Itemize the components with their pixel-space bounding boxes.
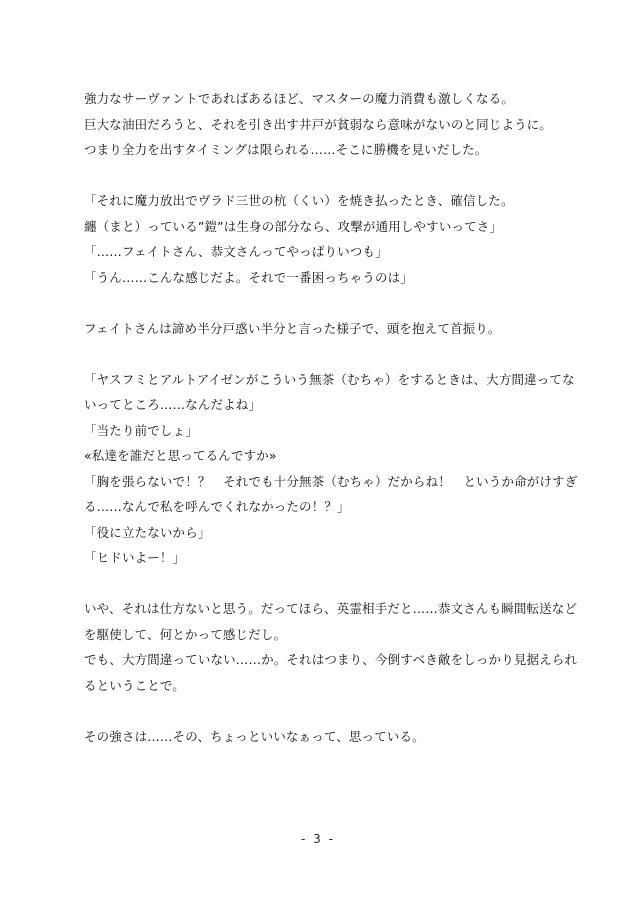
- dialogue-line: いってところ……なんだよね」: [84, 397, 262, 412]
- dialogue-line: 纏（まと）っている”鎧”は生身の部分なら、攻撃が通用しやすいってさ」: [84, 218, 503, 234]
- paragraph-gap: [84, 341, 554, 367]
- dialogue-line: 「うん……こんな感じだよ。それで一番困っちゃうのは」: [84, 269, 413, 285]
- text-line: つまり全力を出すタイミングは限られる……そこに勝機を見いだした。: [84, 142, 488, 157]
- text-line: るということで。: [84, 677, 185, 693]
- dialogue-line: 「胸を張らないで！？ それでも十分無茶（むちゃ）だからね！ というか命がけすぎ: [84, 473, 578, 489]
- dialogue-line: 「それに魔力放出でヴラド三世の杭（くい）を焼き払ったとき、確信した。: [84, 193, 514, 208]
- page-number: - 3 -: [301, 832, 335, 846]
- dialogue-line: 「ヒドいよー！」: [84, 550, 186, 565]
- paragraph-gap: [84, 698, 554, 724]
- paragraph-gap: [84, 571, 554, 597]
- dialogue-line: 「……フェイトさん、恭文さんってやっぱりいつも」: [84, 244, 388, 259]
- dialogue-line: 「当たり前でしょ」: [84, 422, 198, 438]
- paragraph-gap: [84, 163, 554, 189]
- dialogue-line: «私達を誰だと思ってるんですか»: [84, 448, 277, 463]
- dialogue-line: 「役に立たないから」: [84, 524, 211, 540]
- text-line: その強さは……その、ちょっといいなぁって、思っている。: [84, 728, 425, 744]
- dialogue-line: 「ヤスフミとアルトアイゼンがこういう無茶（むちゃ）をするときは、大方間違ってな: [84, 371, 575, 387]
- text-line: フェイトさんは諦め半分戸惑い半分と言った様子で、頭を抱えて首振り。: [84, 320, 501, 336]
- text-line: 強力なサーヴァントであればあるほど、マスターの魔力消費も激しくなる。: [84, 91, 514, 106]
- text-line: でも、大方間違っていない……か。それはつまり、今倒すべき敵をしっかり見据えられ: [84, 652, 578, 667]
- body-text: [84, 86, 578, 749]
- text-line: を駆使して、何とかって感じだし。: [84, 626, 287, 642]
- text-line: 巨大な油田だろうと、それを引き出す井戸が貧弱なら意味がないのと同じように。: [84, 116, 553, 132]
- text-line: いや、それは仕方ないと思う。だってほら、英霊相手だと……恭文さんも瞬間転送など: [84, 601, 578, 616]
- paragraph-gap: [84, 290, 554, 316]
- dialogue-line: る……なんで私を呼んでくれなかったの！？」: [84, 499, 350, 514]
